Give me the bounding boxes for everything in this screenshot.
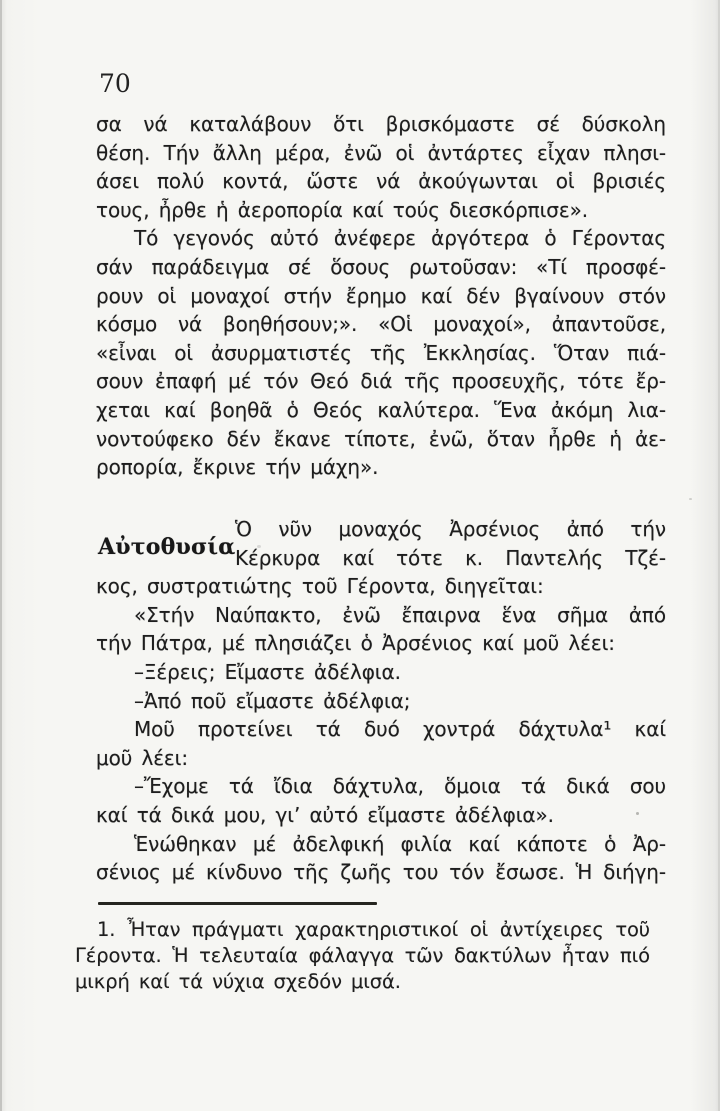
text-line: χεται καί βοηθᾶ ὁ Θεός καλύτερα. Ἕνα ἀκόμη λια- [96,397,666,422]
footnote-rule [98,902,377,905]
text-line: «εἶναι οἱ ἀσυρματιστές τῆς Ἐκκλησίας. Ὅταν πιά- [96,340,666,365]
text-line: Τό γεγονός αὐτό ἀνέφερε ἀργότερα ὁ Γέροντας [134,226,666,251]
footnote-line: 1. Ἦταν πράγματι χαρακτηριστικοί οἱ ἀντίχειρες τοῦ [97,918,650,941]
footnote-line: Γέροντα. Ἡ τελευταία φάλαγγα τῶν δακτύλων ἦταν πιό [75,944,650,967]
section-heading: Αὐτοθυσία [98,534,236,560]
text-line: –Ἔχομε τά ἴδια δάχτυλα, ὅμοια τά δικά σου [134,774,666,799]
text-line: μοῦ λέει: [96,745,188,770]
text-line: Ὁ νῦν μοναχός Ἀρσένιος ἀπό τήν [235,517,666,541]
text-line: Ἑνώθηκαν μέ ἀδελφική φιλία καί κάποτε ὁ Ἀρ- [134,831,666,856]
text-line: –Ξέρεις; Εἴμαστε ἀδέλφια. [134,659,401,684]
text-line: κόσμο νά βοηθήσουν;». «Οἱ μοναχοί», ἀπαντοῦσε, [96,312,666,337]
text-line: –Ἀπό ποῦ εἴμαστε ἀδέλφια; [134,688,411,713]
text-line: σουν ἐπαφή μέ τόν Θεό διά τῆς προσευχῆς, τότε ἔρ- [96,369,666,394]
scan-speckle [689,498,692,500]
footnote-line: μικρή καί τά νύχια σχεδόν μισά. [75,970,401,993]
text-line: ροπορία, ἔκρινε τήν μάχη». [96,455,379,480]
text-line: τήν Πάτρα, μέ πλησιάζει ὁ Ἀρσένιος καί μοῦ λέει: [96,631,615,656]
text-line: σένιος μέ κίνδυνο τῆς ζωῆς του τόν ἔσωσε. Ἡ διήγη- [96,860,666,885]
text-line: καί τά δικά μου, γι’ αὐτό εἴμαστε ἀδέλφια». [96,802,554,827]
text-line: κος, συστρατιώτης τοῦ Γέροντα, διηγεῖται: [96,574,544,599]
text-line: ρουν οἱ μοναχοί στήν ἔρημο καί δέν βγαίνουν στόν [96,283,666,308]
text-line: Κέρκυρα καί τότε κ. Παντελής Τζέ- [235,545,666,570]
text-line: άσει πολύ κοντά, ὥστε νά ἀκούγωνται οἱ βρισιές [96,169,666,194]
text-line: «Στήν Ναύπακτο, ἐνῶ ἔπαιρνα ἕνα σῆμα ἀπό [134,602,666,627]
scan-edge-left [0,0,2,1111]
text-line: τους, ἦρθε ἡ ἀεροπορία καί τούς διεσκόρπισε». [96,197,588,222]
section-text [96,515,666,887]
footnote [75,917,650,995]
text-line: θέση. Τήν ἄλλη μέρα, ἐνῶ οἱ ἀντάρτες εἶχαν πλησι- [96,140,666,165]
text-line: νοντούφεκο δέν ἔκανε τίποτε, ἐνῶ, ὅταν ἦρθε ἡ ἀε- [96,426,666,451]
text-line: σα νά καταλάβουν ὅτι βρισκόμαστε σέ δύσκολη [96,112,666,136]
page-number: 70 [99,69,131,98]
text-line: σάν παράδειγμα σέ ὅσους ρωτοῦσαν: «Τί προσφέ- [96,254,666,279]
text-line: Μοῦ προτείνει τά δυό χοντρά δάχτυλα¹ καί [134,717,666,742]
body-text [96,110,666,482]
